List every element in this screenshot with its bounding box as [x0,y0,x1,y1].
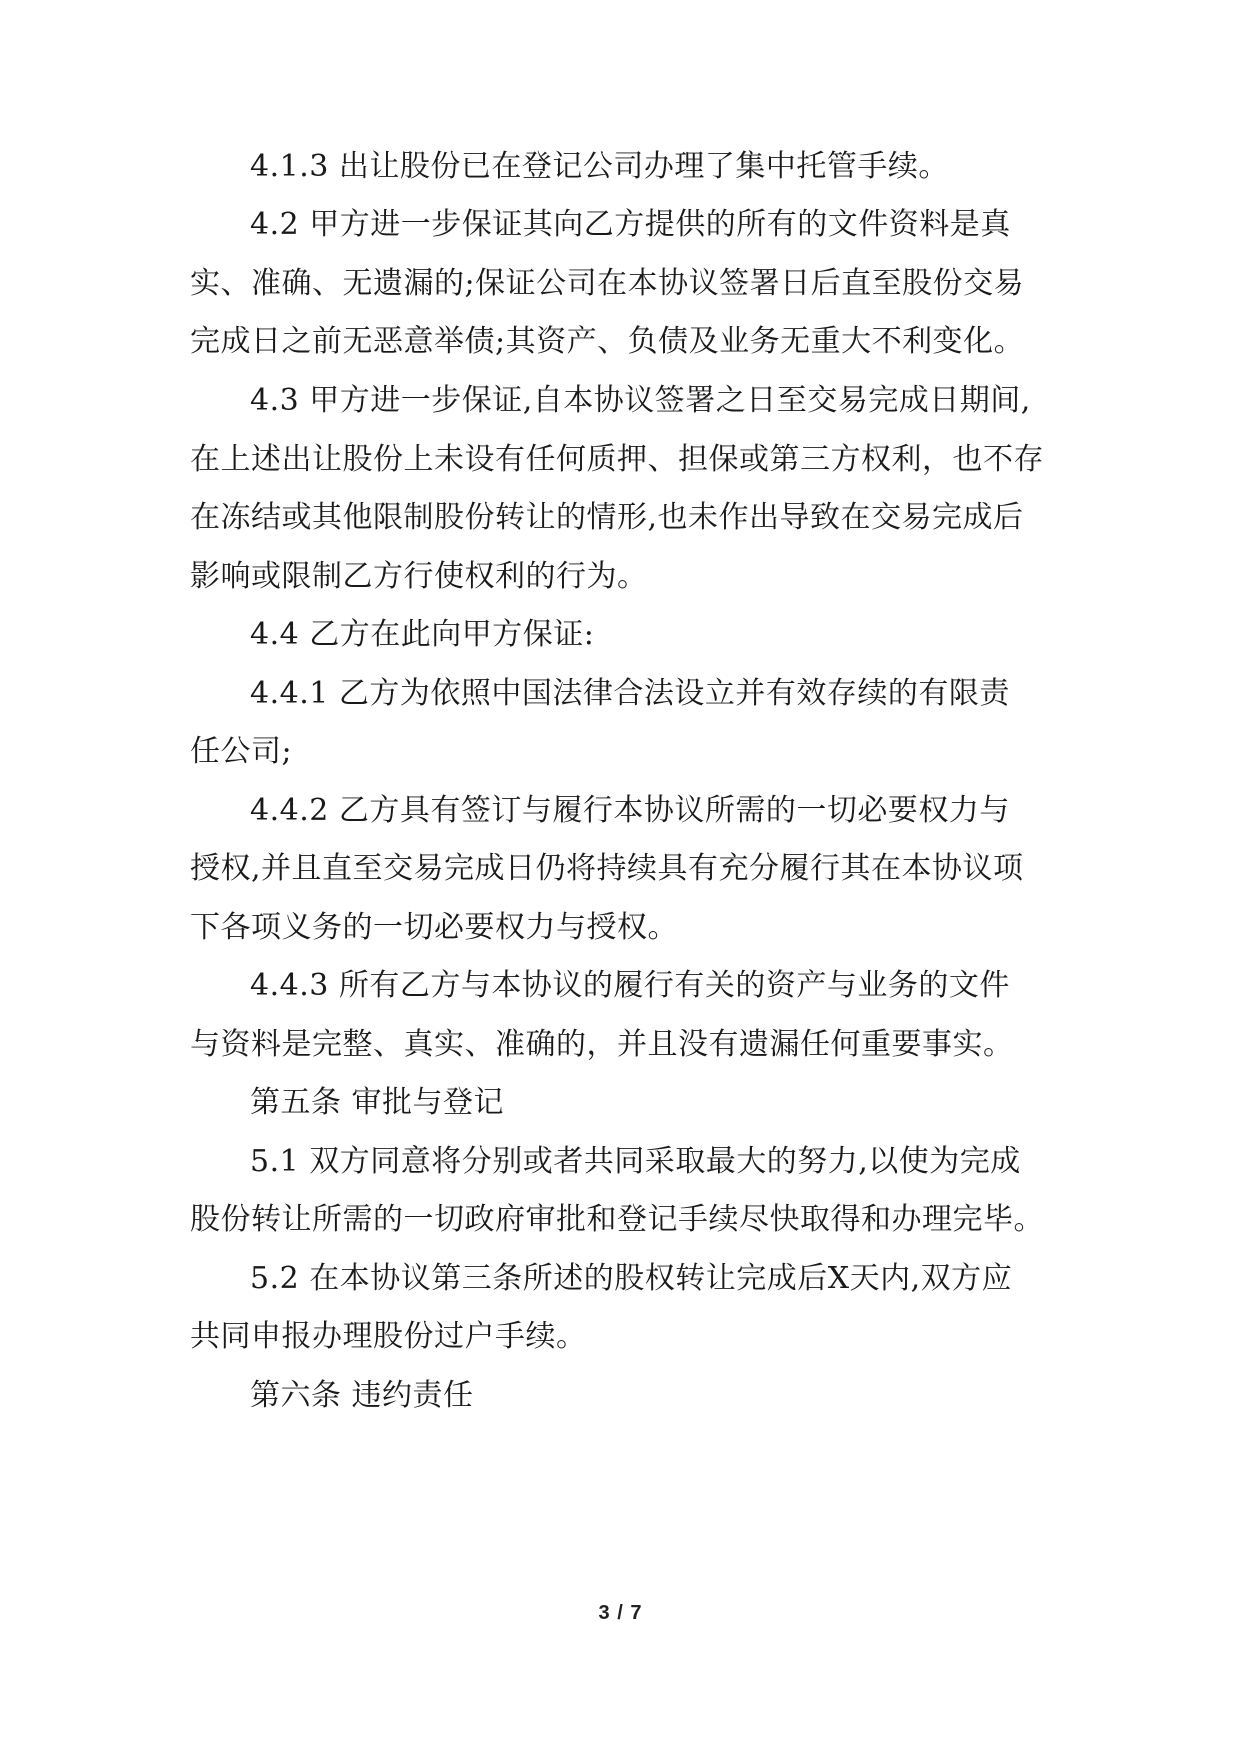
clause-4-2-line-2: 实、准确、无遗漏的;保证公司在本协议签署日后直至股份交易 [190,266,1025,301]
clause-4-2-line-1: 4.2 甲方进一步保证其向乙方提供的所有的文件资料是真 [250,207,1011,242]
clause-4-4-3-line-1: 4.4.3 所有乙方与本协议的履行有关的资产与业务的文件 [250,968,1010,1003]
clause-4-2-line-3: 完成日之前无恶意举债;其资产、负债及业务无重大不利变化。 [190,324,1025,359]
clause-5-2-line-1: 5.2 在本协议第三条所述的股权转让完成后X天内,双方应 [250,1261,1013,1296]
clause-4-4-2-line-3: 下各项义务的一切必要权力与授权。 [190,910,678,945]
article-5-heading: 第五条 审批与登记 [250,1085,505,1120]
clause-4-4-1-line-1: 4.4.1 乙方为依照中国法律合法设立并有效存续的有限责 [250,676,1010,711]
clause-4-3-line-4: 影响或限制乙方行使权利的行为。 [190,559,648,594]
clause-5-2-line-2: 共同申报办理股份过户手续。 [190,1319,587,1354]
clause-5-1-line-2: 股份转让所需的一切政府审批和登记手续尽快取得和办理完毕。 [190,1202,1044,1237]
clause-4-3-line-1: 4.3 甲方进一步保证,自本协议签署之日至交易完成日期间, [250,383,1031,418]
clause-4-3-line-2: 在上述出让股份上未设有任何质押、担保或第三方权利，也不存 [190,442,1044,477]
clause-4-4-2-line-2: 授权,并且直至交易完成日仍将持续具有充分履行其在本协议项 [190,851,1024,886]
clause-4-4: 4.4 乙方在此向甲方保证: [250,617,595,652]
clause-4-4-1-line-2: 任公司; [190,734,293,769]
clause-4-4-2-line-1: 4.4.2 乙方具有签订与履行本协议所需的一切必要权力与 [250,793,1010,828]
article-6-heading: 第六条 违约责任 [250,1378,474,1413]
clause-4-4-3-line-2: 与资料是完整、真实、准确的，并且没有遗漏任何重要事实。 [190,1027,1014,1062]
clause-4-1-3: 4.1.3 出让股份已在登记公司办理了集中托管手续。 [250,149,949,184]
page-number: 3 / 7 [598,1602,643,1624]
clause-5-1-line-1: 5.1 双方同意将分别或者共同采取最大的努力,以使为完成 [250,1144,1021,1179]
clause-4-3-line-3: 在冻结或其他限制股份转让的情形,也未作出导致在交易完成后 [190,500,1024,535]
